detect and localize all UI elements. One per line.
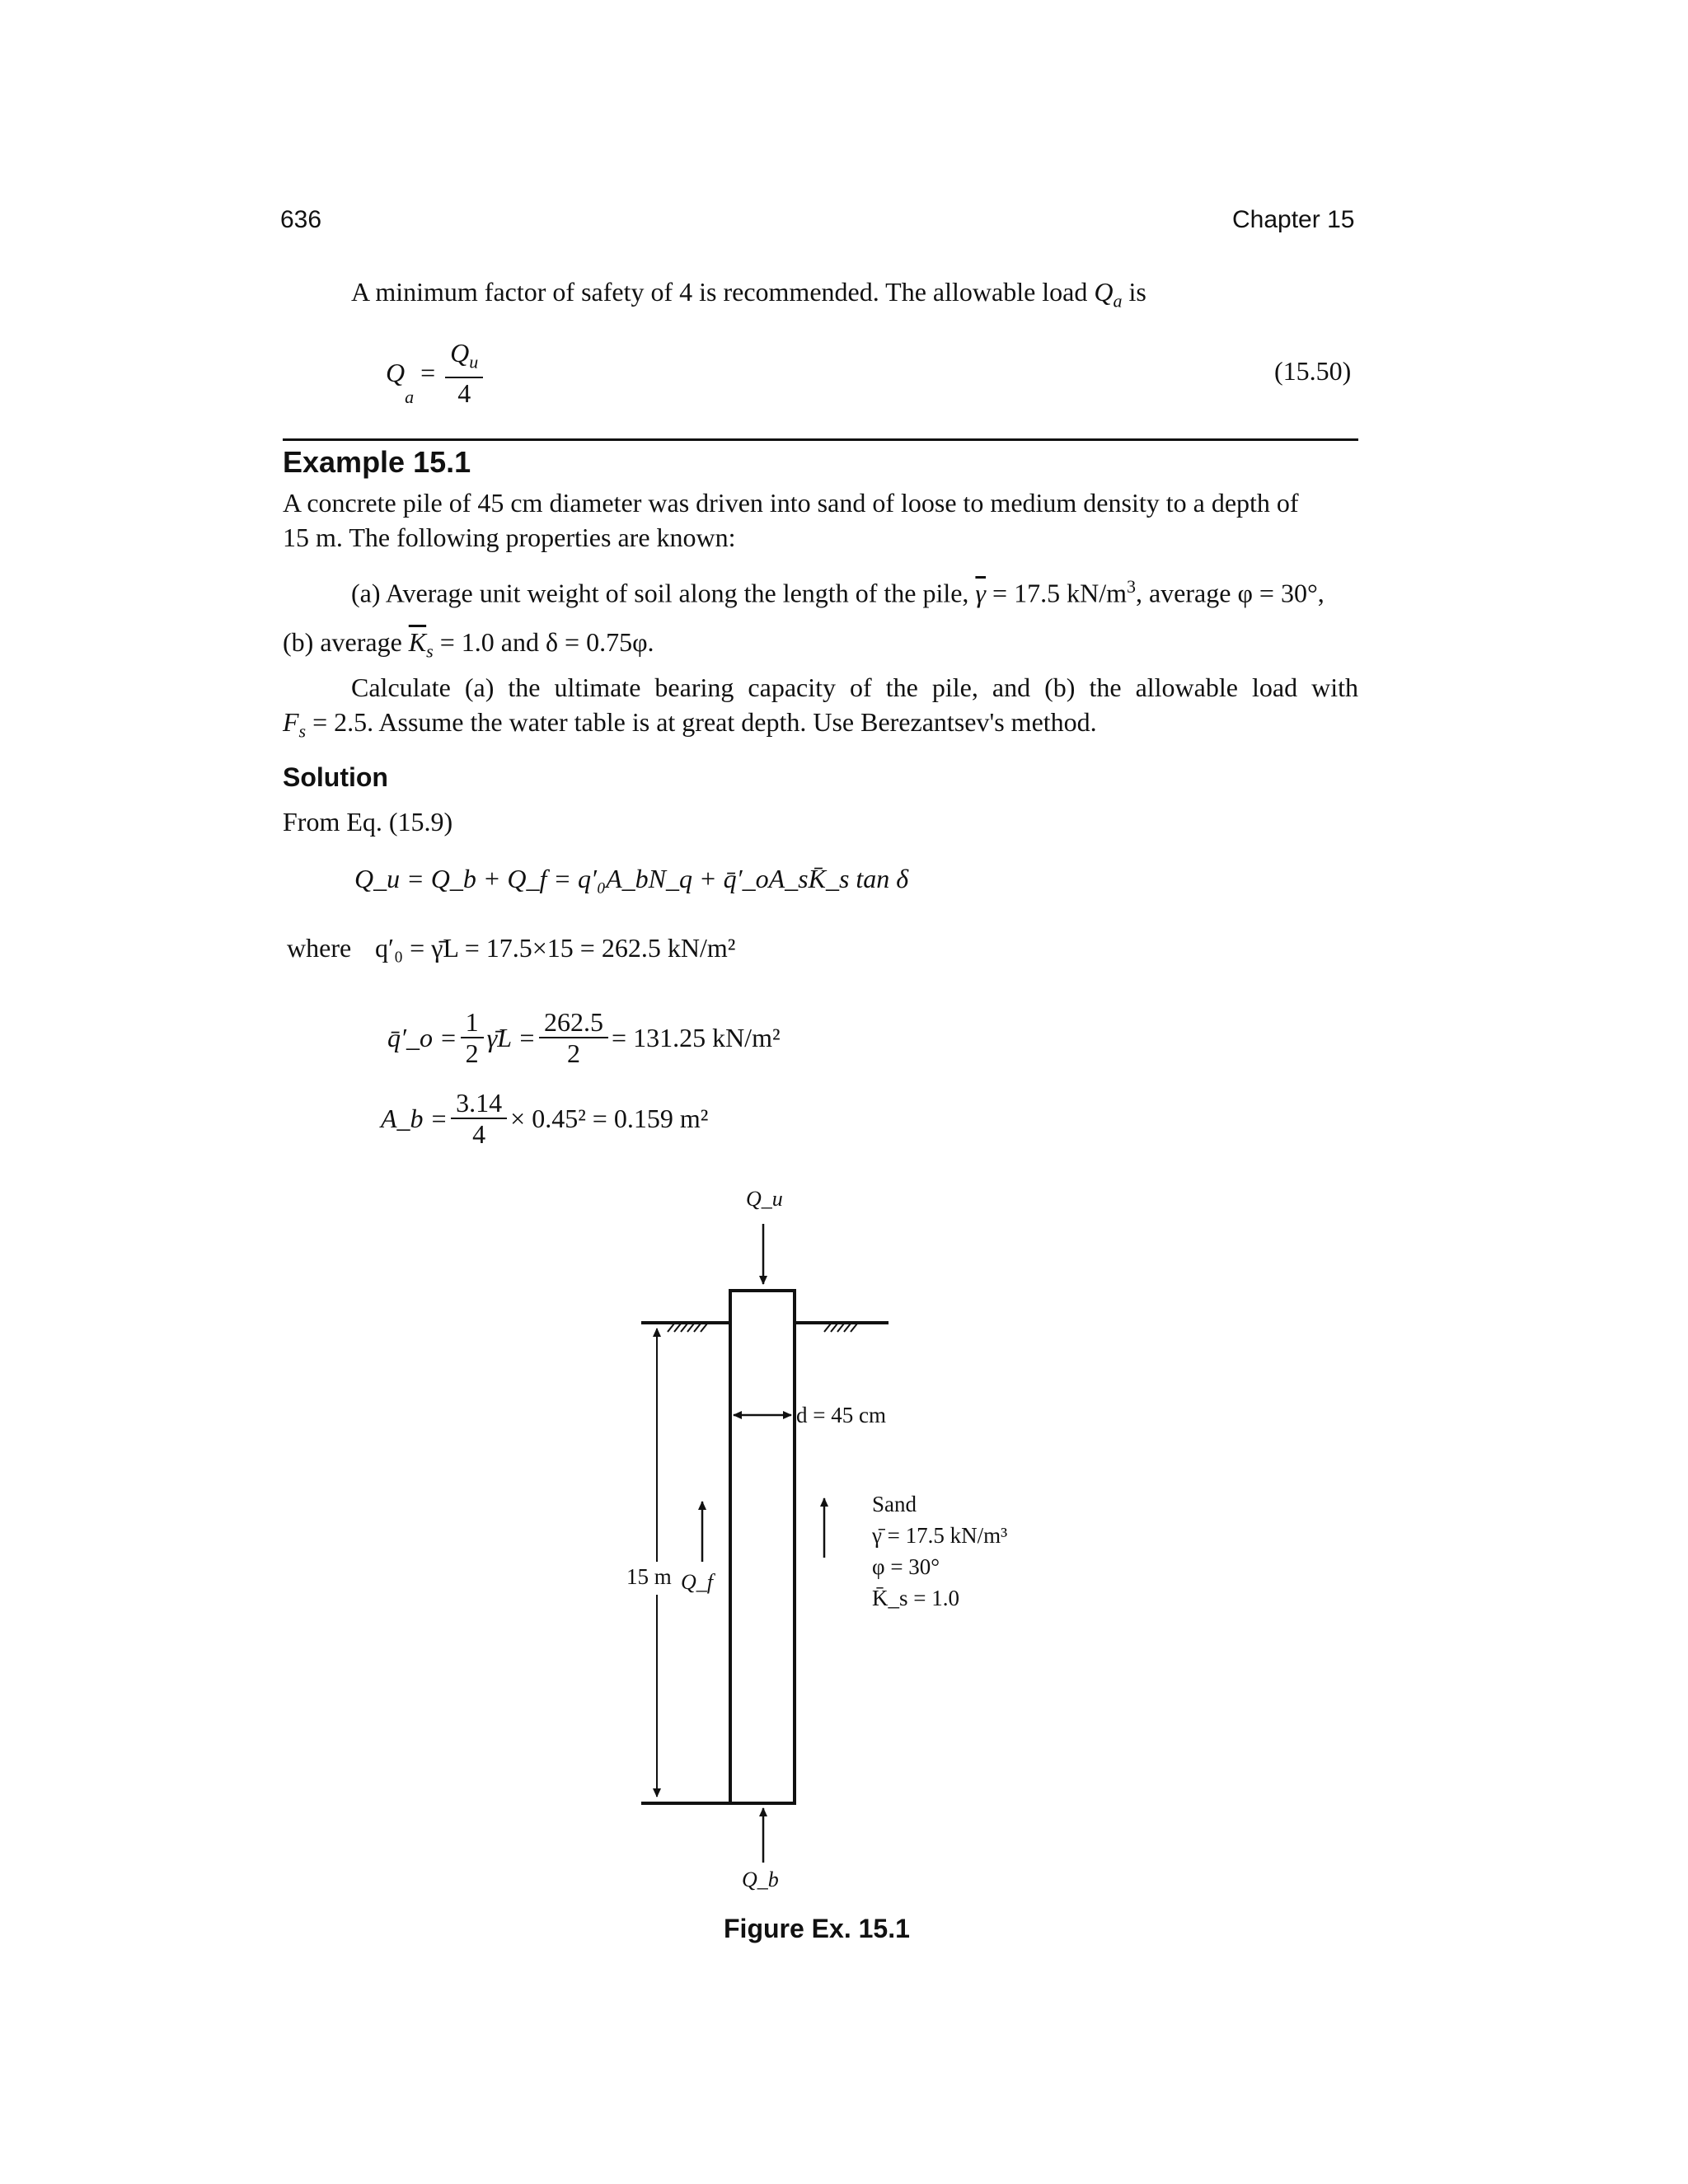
ground-hatch-right (824, 1324, 857, 1332)
eq4-lhs: A_b = (381, 1103, 448, 1133)
solution-eq3 (387, 1007, 781, 1068)
eq3-lhs: q̄′_o = (387, 1022, 457, 1052)
equation-tag: (15.50) (1274, 356, 1352, 386)
item-b-rest: = 1.0 and δ = 0.75φ. (433, 627, 654, 657)
eq3-mid: γ̄L = (486, 1022, 537, 1052)
example-p2-line2 (283, 704, 1097, 749)
item-a-gamma: $\overline{\gamma}$ (975, 578, 987, 608)
intro-text: A minimum factor of safety of 4 is recommended. The allowable load (351, 277, 1088, 307)
item-a-gamma-value: = 17.5 kN/m (986, 578, 1127, 608)
equation-15-50 (386, 338, 486, 408)
example-p1-line2: 15 m. The following properties are known: (283, 523, 736, 552)
figure-top-load-label: Q_u (746, 1187, 783, 1211)
eq-lhs-sub: a (405, 387, 415, 408)
example-heading: Example 15.1 (283, 445, 471, 479)
solution-heading: Solution (283, 762, 388, 792)
eq4-rhs: × 0.45² = 0.159 m² (510, 1103, 709, 1133)
eq3-fraction (539, 1007, 608, 1068)
soil-line-4: K̄_s = 1.0 (872, 1586, 959, 1610)
eq4-num: 3.14 (451, 1088, 507, 1119)
item-b-text: (b) average (283, 627, 402, 657)
intro-var-sub: a (1113, 290, 1123, 312)
solution-where: where (287, 933, 352, 963)
item-b-K: $\overline{K}$ (408, 627, 427, 657)
eq3-half-den: 2 (465, 1038, 479, 1068)
ground-hatch-left (668, 1324, 707, 1332)
example-p1-line1: A concrete pile of 45 cm diameter was driven into sand of loose to medium density to a depth of (283, 488, 1299, 518)
chapter-label: Chapter 15 (1232, 206, 1355, 233)
item-a-text: (a) Average unit weight of soil along the length of the pile, (351, 578, 969, 608)
solution-from-eq: From Eq. (15.9) (283, 807, 453, 837)
eq-num-var: Q (450, 338, 470, 368)
eq3-den: 2 (567, 1038, 581, 1068)
section-rule (283, 438, 1358, 441)
eq-equals: = (420, 358, 436, 388)
item-a-phi: , average φ = 30°, (1135, 578, 1325, 608)
p2-F-sub: s (298, 720, 307, 742)
eq4-fraction (451, 1088, 507, 1149)
figure-soil-properties (872, 1488, 1007, 1614)
eq-numerator (445, 338, 483, 378)
page-number: 636 (280, 206, 322, 233)
eq-lhs: Q (386, 358, 406, 388)
p2-F: F (283, 707, 299, 737)
eq-num-sub: u (469, 351, 479, 373)
intro-line (351, 274, 1146, 319)
soil-line-3: φ = 30° (872, 1554, 940, 1579)
figure-diameter-label: d = 45 cm (796, 1403, 886, 1427)
eq3-half-num: 1 (461, 1007, 484, 1038)
pile-body (730, 1291, 795, 1803)
eq3-num: 262.5 (539, 1007, 608, 1038)
soil-line-2: γ̄ = 17.5 kN/m³ (872, 1523, 1008, 1548)
intro-end: is (1128, 277, 1146, 307)
p2-line2-text: = 2.5. Assume the water table is at great depth. Use Berezantsev's method. (306, 707, 1097, 737)
example-item-a (351, 569, 1325, 612)
figure-caption: Figure Ex. 15.1 (724, 1914, 910, 1943)
solution-eq1: Q_u = Q_b + Q_f = q′₀A_bN_q + q̄′_oA_sK̄_s tan δ (354, 864, 909, 893)
solution-eq2: q′₀ = γ̄L = 17.5×15 = 262.5 kN/m² (375, 933, 736, 963)
eq3-rhs: = 131.25 kN/m² (612, 1022, 781, 1052)
eq-denominator: 4 (457, 378, 471, 409)
example-p2-line1: Calculate (a) the ultimate bearing capacity of the pile, and (b) the allowable load with (351, 673, 1358, 702)
item-a-gamma-exp: 3 (1126, 576, 1136, 597)
example-item-b (283, 624, 654, 669)
eq4-den: 4 (472, 1119, 486, 1149)
item-b-K-sub: s (426, 640, 434, 662)
intro-var: Q (1094, 277, 1114, 307)
soil-line-1: Sand (872, 1492, 917, 1516)
eq-fraction (445, 338, 483, 408)
figure-base-load-label: Q_b (742, 1868, 779, 1891)
solution-eq4 (381, 1088, 708, 1149)
figure-depth-label: 15 m (626, 1564, 672, 1589)
figure-skin-label: Q_f (681, 1570, 713, 1594)
eq3-half (461, 1007, 484, 1068)
